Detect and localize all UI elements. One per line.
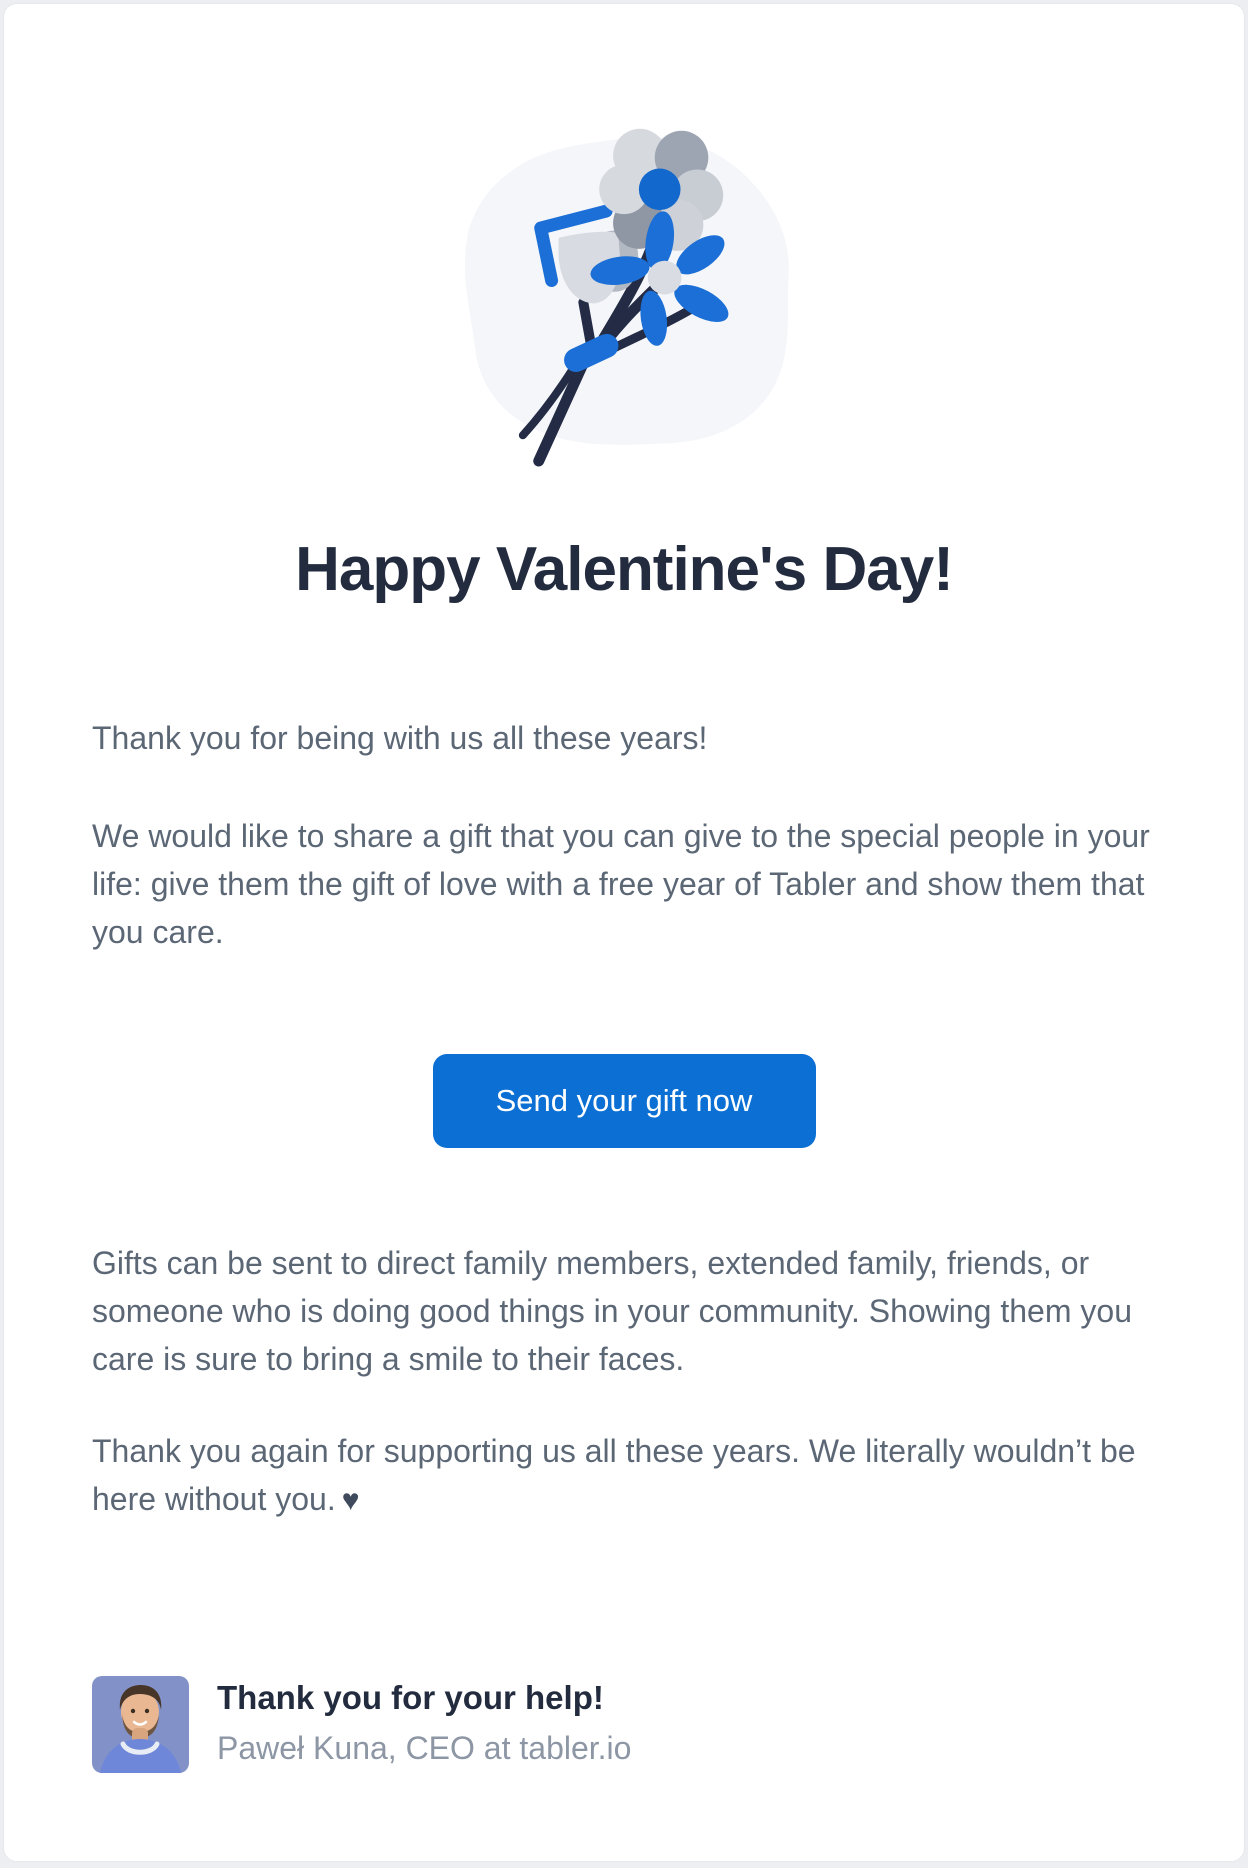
signature-block — [92, 1676, 1156, 1773]
page-title: Happy Valentine's Day! — [295, 535, 953, 604]
email-card — [3, 3, 1245, 1862]
paragraph-thanks: Thank you for being with us all these years! — [92, 719, 708, 756]
email-body — [4, 714, 1244, 1773]
signature-text — [217, 1676, 631, 1768]
paragraph-closing — [92, 1427, 1156, 1525]
paragraph-gift-details: Gifts can be sent to direct family members, extended family, friends, or someone who is doing good things in your community. Showing them you care is sure to bring a smile to their faces. — [92, 1244, 1132, 1377]
closing-text: Thank you again for supporting us all these years. We literally wouldn’t be here without you. — [92, 1432, 1136, 1517]
signature-subtitle: Paweł Kuna, CEO at tabler.io — [217, 1729, 632, 1766]
avatar — [92, 1676, 189, 1773]
cta-row — [92, 1054, 1156, 1148]
heart-icon: ♥ — [341, 1483, 360, 1517]
send-gift-button[interactable]: Send your gift now — [433, 1054, 816, 1148]
paragraph-gift-offer: We would like to share a gift that you can give to the special people in your life: give them the gift of love with a free year of Tabler and show them that you care. — [92, 817, 1150, 950]
flower-bouquet-illustration — [434, 106, 814, 468]
signature-title: Thank you for your help! — [217, 1678, 604, 1716]
